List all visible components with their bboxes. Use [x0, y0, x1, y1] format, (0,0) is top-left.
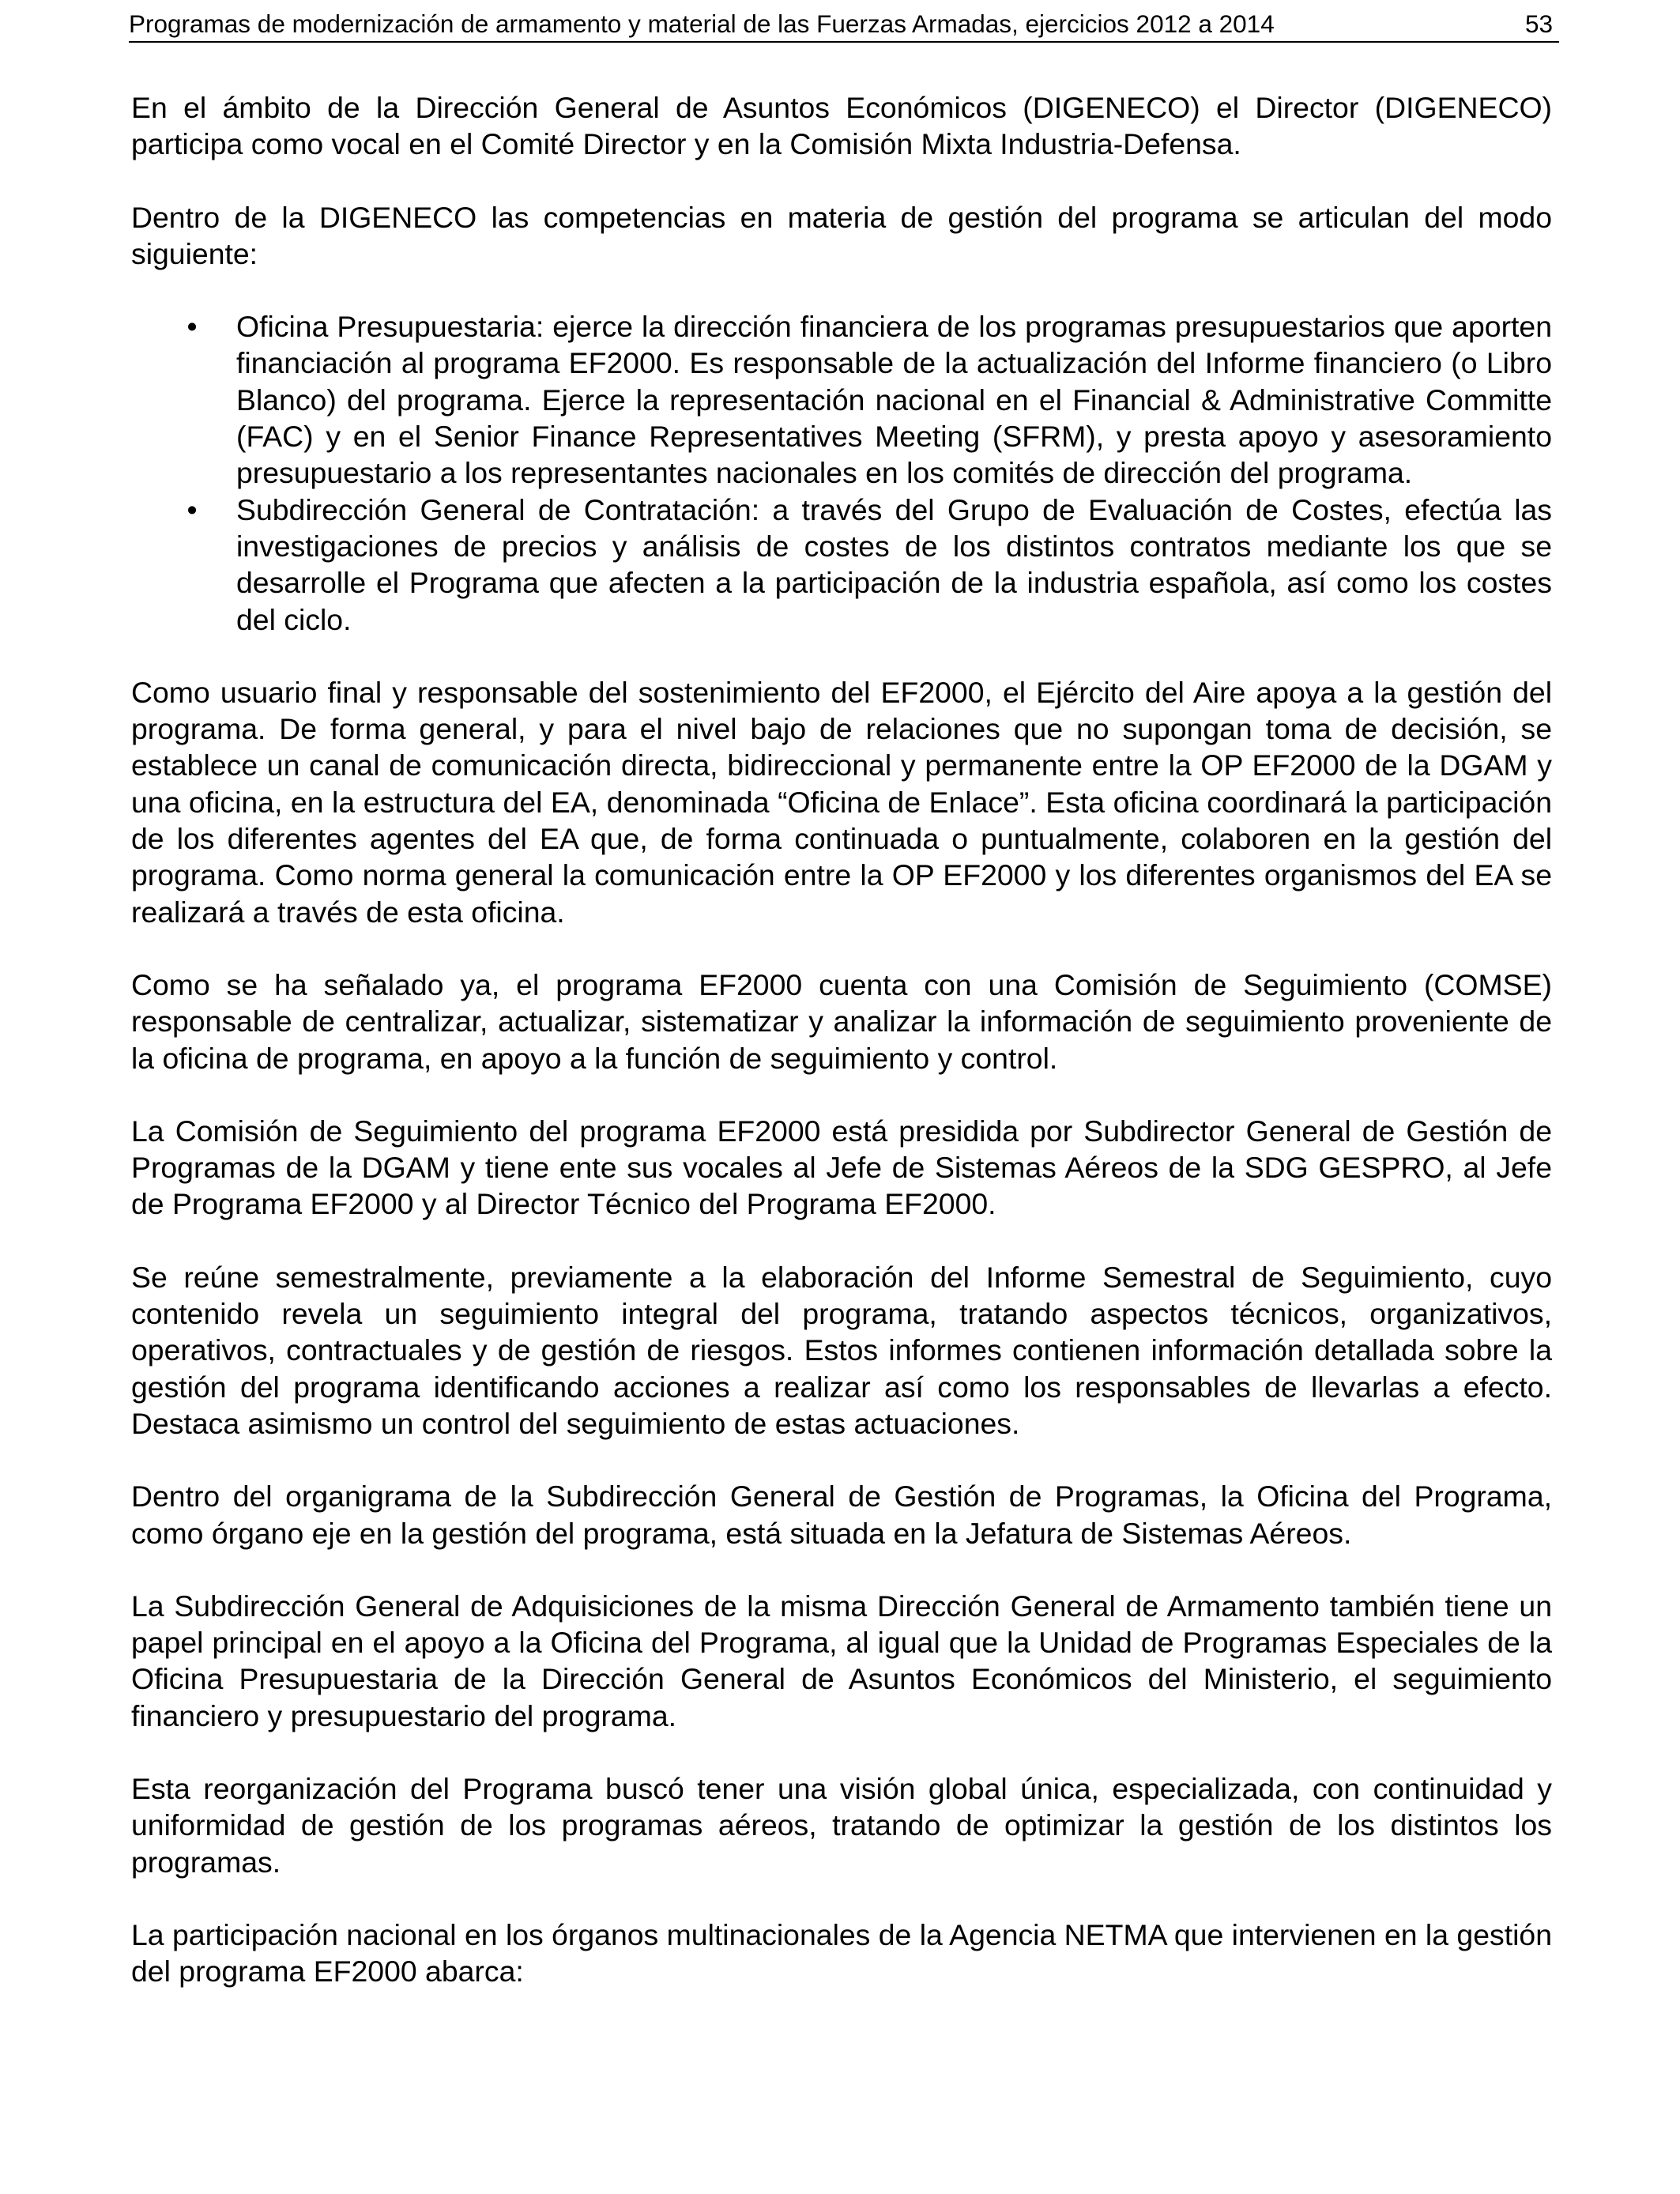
paragraph-adquisiciones: La Subdirección General de Adquisiciones de la misma Dirección General de Armamento también tiene un papel principal en el apoyo a la Oficina del Programa, al igual que la Unidad de Programas Especiales de la Oficina Presupuestaria de la Dirección General de Asuntos Económicos del Ministerio, el seguimiento financiero y presupuestario del programa.: [131, 1589, 1552, 1732]
running-header: [129, 6, 1559, 43]
paragraph-participacion-netma: La participación nacional en los órganos multinacionales de la Agencia NETMA que intervienen en la gestión del programa EF2000 abarca:: [131, 1917, 1552, 1989]
paragraph-comse: Como se ha señalado ya, el programa EF2000 cuenta con una Comisión de Seguimiento (COMSE) responsable de centralizar, actualizar, sistematizar y analizar la información de seguimiento proveniente de la oficina de programa, en apoyo a la función de seguimiento y control.: [131, 967, 1552, 1075]
list-item-oficina-presupuestaria: [131, 308, 1552, 491]
paragraph-comision-presidencia: La Comisión de Seguimiento del programa EF2000 está presidida por Subdirector General de Gestión de Programas de la DGAM y tiene ente sus vocales al Jefe de Sistemas Aéreos de la SDG GESPRO, al Jefe de Programa EF2000 y al Director Técnico del Programa EF2000.: [131, 1114, 1552, 1221]
paragraph-reunion-semestral: Se reúne semestralmente, previamente a la elaboración del Informe Semestral de Seguimiento, cuyo contenido revela un seguimiento integral del programa, tratando aspectos técnicos, organizativos, operativos, contractuales y de gestión de riesgos. Estos informes contienen información detallada sobre la gestión del programa identificando acciones a realizar así como los responsables de llevarlas a efecto. Destaca asimismo un control del seguimiento de estas actuaciones.: [131, 1260, 1552, 1440]
list-item-text: Subdirección General de Contratación: a través del Grupo de Evaluación de Costes, efectúa las investigaciones de precios y análisis de costes de los distintos contratos mediante los que se desarrolle el Programa que afecten a la participación de la industria española, así como los costes del ciclo.: [236, 492, 1552, 636]
bullet-icon: •: [186, 492, 198, 526]
paragraph-reorganizacion: Esta reorganización del Programa buscó tener una visión global única, especializada, con continuidad y uniformidad de gestión de los programas aéreos, tratando de optimizar la gestión de los distintos los programas.: [131, 1771, 1552, 1879]
paragraph-ejercito-aire: Como usuario final y responsable del sostenimiento del EF2000, el Ejército del Aire apoya a la gestión del programa. De forma general, y para el nivel bajo de relaciones que no supongan toma de decisión, se establece un canal de comunicación directa, bidireccional y permanente entre la OP EF2000 de la DGAM y una oficina, en la estructura del EA, denominada “Oficina de Enlace”. Esta oficina coordinará la participación de los diferentes agentes del EA que, de forma continuada o puntualmente, colaboren en la gestión del programa. Como norma general la comunicación entre la OP EF2000 y los diferentes organismos del EA se realizará a través de esta oficina.: [131, 675, 1552, 929]
page-number: 53: [1524, 9, 1553, 38]
bullet-icon: •: [186, 310, 198, 344]
list-item-text: Oficina Presupuestaria: ejerce la dirección financiera de los programas presupuestarios que aporten financiación al programa EF2000. Es responsable de la actualización del Informe financiero (o Libro Blanco) del programa. Ejerce la representación nacional en el Financial & Administrative Committe (FAC) y en el Senior Finance Representatives Meeting (SFRM), y presta apoyo y asesoramiento presupuestario a los representantes nacionales en los comités de dirección del programa.: [236, 310, 1552, 490]
paragraph-digeneco-director: En el ámbito de la Dirección General de Asuntos Económicos (DIGENECO) el Director (DIGENECO) participa como vocal en el Comité Director y en la Comisión Mixta Industria-Defensa.: [131, 91, 1552, 161]
paragraph-organigrama: Dentro del organigrama de la Subdirección General de Gestión de Programas, la Oficina del Programa, como órgano eje en la gestión del programa, está situada en la Jefatura de Sistemas Aéreos.: [131, 1480, 1552, 1550]
header-title: Programas de modernización de armamento y material de las Fuerzas Armadas, ejercicios 2012 a 2014: [129, 9, 1275, 38]
paragraph-digeneco-competencias: Dentro de la DIGENECO las competencias en materia de gestión del programa se articulan del modo siguiente:: [131, 200, 1552, 270]
list-item-subdireccion-contratacion: [131, 492, 1552, 638]
body-text: [131, 89, 1552, 2026]
competencias-list: [131, 308, 1552, 638]
